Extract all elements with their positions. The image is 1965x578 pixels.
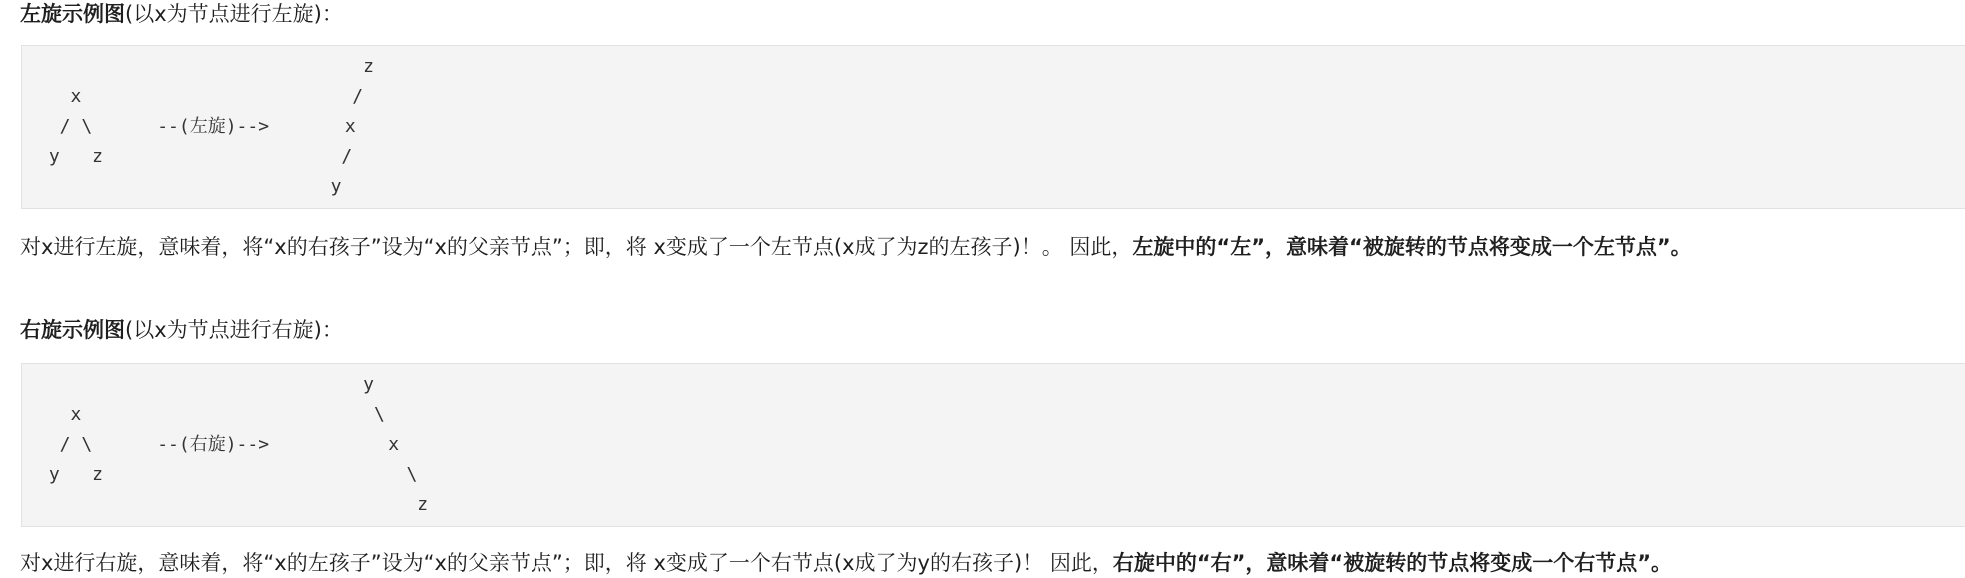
explanation-bold: 左旋中的“左”，意味着“被旋转的节点将变成一个左节点”。: [1132, 235, 1692, 259]
right-rotation-explanation: [20, 549, 1672, 577]
right-rotation-heading: [20, 316, 343, 344]
explanation-bold: 右旋中的“右”，意味着“被旋转的节点将变成一个右节点”。: [1112, 551, 1673, 575]
heading-rest: (以x为节点进行左旋)：: [125, 2, 343, 26]
right-rotation-diagram-box: [21, 363, 1965, 527]
heading-rest: (以x为节点进行右旋)：: [125, 318, 343, 342]
right-rotation-diagram: y x \ / \ --(右旋)--> x y z \ z: [48, 374, 429, 515]
left-rotation-diagram: z x / / \ --(左旋)--> x y z / y: [48, 56, 374, 197]
heading-bold: 右旋示例图: [20, 318, 125, 342]
left-rotation-heading: [20, 0, 343, 28]
left-rotation-diagram-box: [21, 45, 1965, 209]
explanation-text: 对x进行右旋，意味着，将“x的左孩子”设为“x的父亲节点”；即，将 x变成了一个右节点(x成了为y的右孩子)！ 因此，: [20, 551, 1113, 575]
explanation-text: 对x进行左旋，意味着，将“x的右孩子”设为“x的父亲节点”；即，将 x变成了一个左节点(x成了为z的左孩子)！。 因此，: [20, 235, 1133, 259]
left-rotation-explanation: [20, 233, 1692, 261]
heading-bold: 左旋示例图: [20, 2, 125, 26]
